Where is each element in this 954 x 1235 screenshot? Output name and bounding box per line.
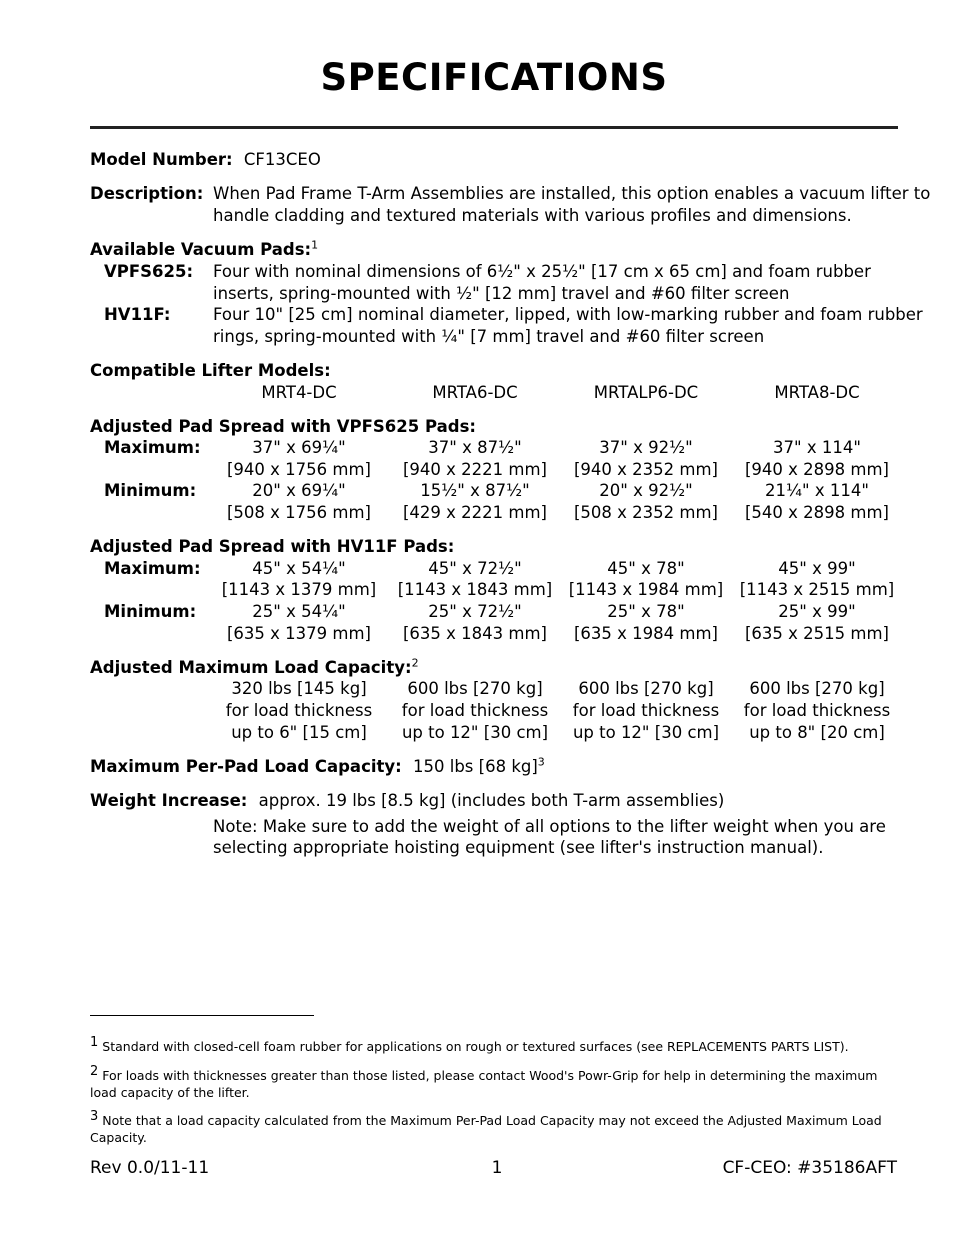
spread-metric: [635 x 2515 mm]: [744, 624, 889, 643]
footnote-text: For loads with thicknesses greater than those listed, please contact Wood's Powr-Grip for help in determining the maximum load capacity of the lifter.: [90, 1068, 878, 1100]
capacity-footnote-ref: 2: [411, 656, 419, 670]
models-heading: Compatible Lifter Models:: [90, 361, 331, 380]
spread-value: 37" x 114": [773, 438, 861, 457]
spread-vpfs-min-label: Minimum:: [104, 481, 197, 500]
capacity-value: 600 lbs [270 kg]: [578, 679, 714, 698]
spread-metric: [540 x 2898 mm]: [744, 503, 889, 522]
footnote-divider: [90, 1015, 314, 1016]
spread-value: 25" x 72½": [428, 602, 522, 621]
spread-value: 25" x 54¼": [252, 602, 346, 621]
spread-metric: [508 x 1756 mm]: [226, 503, 371, 522]
spread-metric: [1143 x 1984 mm]: [568, 580, 724, 599]
spread-vpfs-heading: Adjusted Pad Spread with VPFS625 Pads:: [90, 417, 476, 436]
spread-vpfs-max-label: Maximum:: [104, 438, 201, 457]
capacity-value: 600 lbs [270 kg]: [407, 679, 543, 698]
spread-metric: [940 x 2221 mm]: [402, 460, 547, 479]
spread-value: 45" x 54¼": [252, 559, 346, 578]
capacity-thickness: up to 12" [30 cm]: [401, 723, 549, 742]
spread-value: 25" x 78": [607, 602, 685, 621]
footnote-number: 3: [90, 1109, 99, 1124]
per-pad-value: 150 lbs [68 kg]: [413, 757, 538, 776]
model-number-label: Model Number:: [90, 150, 233, 169]
spread-metric: [940 x 2898 mm]: [744, 460, 889, 479]
spread-value: 37" x 87½": [428, 438, 522, 457]
spread-value: 45" x 72½": [428, 559, 522, 578]
weight-row: [90, 790, 724, 812]
model-number-value: CF13CEO: [243, 150, 321, 169]
vpfs-line-2: inserts, spring-mounted with ½" [12 mm] travel and #60 filter screen: [213, 284, 790, 303]
hv11f-label: HV11F:: [104, 305, 171, 324]
model-number-row: [90, 149, 321, 171]
spread-hv11f-min-label: Minimum:: [104, 602, 197, 621]
spread-value: 25" x 99": [778, 602, 856, 621]
footer-revision: Rev 0.0/11-11: [90, 1158, 210, 1178]
spread-metric: [1143 x 1843 mm]: [397, 580, 553, 599]
weight-value: approx. 19 lbs [8.5 kg] (includes both T-arm assemblies): [258, 791, 725, 810]
model-name: MRTA6-DC: [432, 383, 518, 402]
model-name: MRTA8-DC: [774, 383, 860, 402]
hv11f-line-2: rings, spring-mounted with ¼" [7 mm] travel and #60 filter screen: [213, 327, 765, 346]
spread-metric: [635 x 1984 mm]: [573, 624, 718, 643]
spread-metric: [1143 x 1379 mm]: [221, 580, 377, 599]
capacity-heading: [90, 657, 419, 679]
spread-metric: [635 x 1843 mm]: [402, 624, 547, 643]
description-line-1: When Pad Frame T-Arm Assemblies are installed, this option enables a vacuum lifter to: [213, 184, 931, 203]
footer-document-id: CF-CEO: #35186AFT: [722, 1158, 897, 1178]
spread-value: 45" x 99": [778, 559, 856, 578]
pads-footnote-ref: 1: [311, 238, 319, 252]
spread-metric: [429 x 2221 mm]: [402, 503, 547, 522]
footnote-2: [90, 1063, 890, 1101]
capacity-note: for load thickness: [572, 701, 720, 720]
capacity-note: for load thickness: [225, 701, 373, 720]
spread-value: 37" x 69¼": [252, 438, 346, 457]
page-title: SPECIFICATIONS: [320, 56, 668, 99]
footnote-text: Note that a load capacity calculated from the Maximum Per-Pad Load Capacity may not exceed the Adjusted Maximum Load Capacity.: [90, 1113, 882, 1145]
spread-value: 15½" x 87½": [420, 481, 530, 500]
vpfs-line-1: Four with nominal dimensions of 6½" x 25½" [17 cm x 65 cm] and foam rubber: [213, 262, 871, 281]
model-name: MRT4-DC: [261, 383, 337, 402]
spread-metric: [1143 x 2515 mm]: [739, 580, 895, 599]
capacity-thickness: up to 8" [20 cm]: [749, 723, 885, 742]
spread-value: 20" x 69¼": [252, 481, 346, 500]
capacity-value: 600 lbs [270 kg]: [749, 679, 885, 698]
footnote-number: 2: [90, 1064, 99, 1079]
weight-note-line-1: Note: Make sure to add the weight of all options to the lifter weight when you are: [213, 817, 886, 836]
capacity-value: 320 lbs [145 kg]: [231, 679, 367, 698]
capacity-heading-text: Adjusted Maximum Load Capacity:: [90, 658, 412, 677]
capacity-thickness: up to 6" [15 cm]: [231, 723, 367, 742]
weight-label: Weight Increase:: [90, 791, 248, 810]
per-pad-label: Maximum Per-Pad Load Capacity:: [90, 757, 402, 776]
spread-value: 20" x 92½": [599, 481, 693, 500]
title-divider: [90, 126, 898, 129]
spread-hv11f-heading: Adjusted Pad Spread with HV11F Pads:: [90, 537, 455, 556]
hv11f-line-1: Four 10" [25 cm] nominal diameter, lipped, with low-marking rubber and foam rubber: [213, 305, 923, 324]
capacity-note: for load thickness: [401, 701, 549, 720]
spread-value: 37" x 92½": [599, 438, 693, 457]
spread-metric: [940 x 2352 mm]: [573, 460, 718, 479]
footnote-1: [90, 1034, 890, 1055]
per-pad-row: [90, 756, 545, 778]
spread-metric: [940 x 1756 mm]: [226, 460, 371, 479]
per-pad-footnote-ref: 3: [537, 755, 545, 769]
spread-value: 21¼" x 114": [765, 481, 869, 500]
description-line-2: handle cladding and textured materials with various profiles and dimensions.: [213, 206, 852, 225]
footnote-number: 1: [90, 1035, 99, 1050]
description-label: Description:: [90, 184, 204, 203]
footnote-text: Standard with closed-cell foam rubber for applications on rough or textured surfaces (see REPLACEMENTS PARTS LIST).: [102, 1039, 849, 1054]
footer-page-number: 1: [491, 1158, 503, 1178]
footnote-3: [90, 1108, 890, 1146]
pads-heading: [90, 239, 318, 261]
pads-heading-text: Available Vacuum Pads:: [90, 240, 312, 259]
vpfs-label: VPFS625:: [104, 262, 194, 281]
spread-hv11f-max-label: Maximum:: [104, 559, 201, 578]
spread-metric: [508 x 2352 mm]: [573, 503, 718, 522]
capacity-note: for load thickness: [743, 701, 891, 720]
weight-note-line-2: selecting appropriate hoisting equipment (see lifter's instruction manual).: [213, 838, 824, 857]
model-name: MRTALP6-DC: [593, 383, 699, 402]
spread-value: 45" x 78": [607, 559, 685, 578]
capacity-thickness: up to 12" [30 cm]: [572, 723, 720, 742]
spread-metric: [635 x 1379 mm]: [226, 624, 371, 643]
